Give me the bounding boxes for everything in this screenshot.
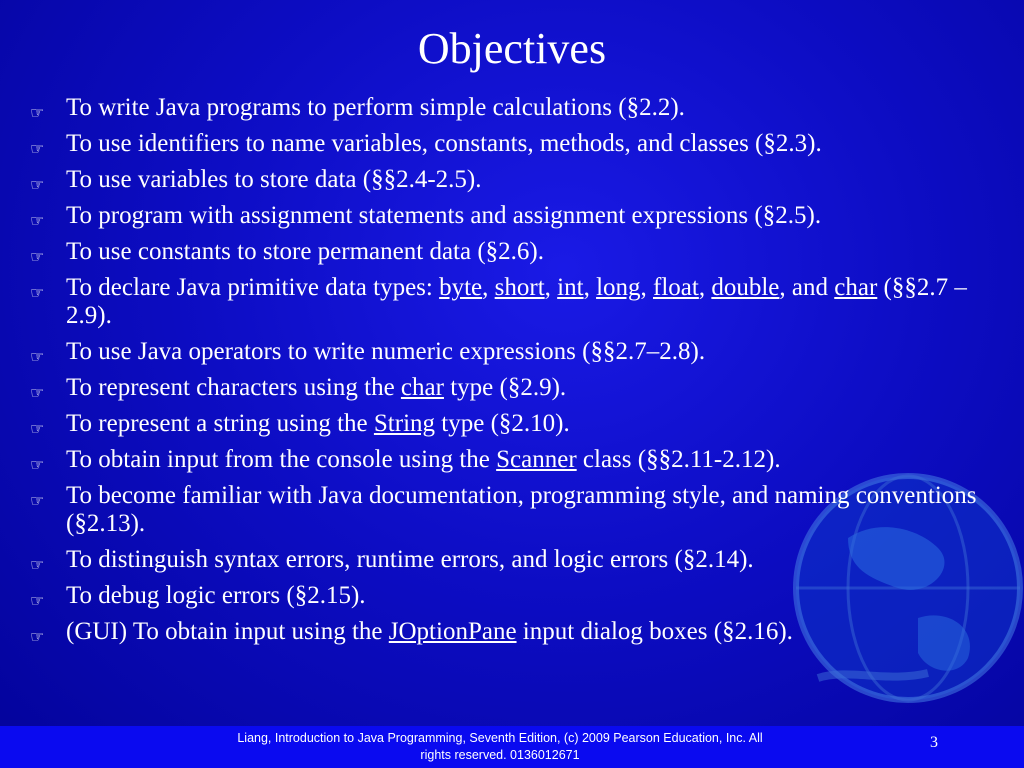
java-keyword: Scanner: [496, 446, 577, 473]
objective-item: [30, 618, 990, 646]
objective-item: [30, 274, 990, 330]
java-keyword: float: [653, 274, 699, 301]
objective-text: To become familiar with Java documentation, programming style, and naming conventions (§2.13).: [66, 482, 977, 537]
objective-text: To use identifiers to name variables, constants, methods, and classes (§2.3).: [66, 130, 822, 157]
objective-text: To represent characters using the: [66, 374, 401, 401]
objective-text: To use constants to store permanent data (§2.6).: [66, 238, 544, 265]
objective-text: To represent a string using the: [66, 410, 374, 437]
pointing-hand-icon: ☞: [30, 247, 45, 266]
objective-item: [30, 238, 990, 266]
pointing-hand-icon: ☞: [30, 211, 45, 230]
objective-item: [30, 482, 990, 538]
objective-item: [30, 130, 990, 158]
pointing-hand-icon: ☞: [30, 383, 45, 402]
java-keyword: short: [494, 274, 545, 301]
java-keyword: char: [834, 274, 878, 301]
objective-text: (§§2.7 – 2.9).: [66, 274, 967, 329]
java-keyword: JOptionPane: [388, 618, 517, 645]
pointing-hand-icon: ☞: [30, 591, 45, 610]
objective-text: ,: [482, 274, 495, 301]
objective-text: ,: [544, 274, 558, 301]
objective-text: class (§§2.11-2.12).: [576, 446, 781, 473]
java-keyword: long: [596, 274, 641, 301]
java-keyword: double: [711, 274, 780, 301]
pointing-hand-icon: ☞: [30, 455, 45, 474]
pointing-hand-icon: ☞: [30, 419, 45, 438]
objective-item: [30, 202, 990, 230]
objective-item: [30, 338, 990, 366]
footer-line-2: rights reserved. 0136012671: [420, 748, 580, 762]
objective-text: To declare Java primitive data types:: [66, 274, 440, 301]
objective-text: type (§2.10).: [435, 410, 570, 437]
objective-item: [30, 410, 990, 438]
objective-text: ,: [698, 274, 712, 301]
footer-line-1: Liang, Introduction to Java Programming, Seventh Edition, (c) 2009 Pearson Education, Inc. All: [237, 731, 763, 745]
objective-item: [30, 166, 990, 194]
objective-text: type (§2.9).: [443, 374, 567, 401]
objective-text: To obtain input from the console using the: [66, 446, 497, 473]
java-keyword: byte: [439, 274, 483, 301]
objective-text: To use Java operators to write numeric expressions (§§2.7–2.8).: [66, 338, 706, 365]
objective-text: To use variables to store data (§§2.4-2.5).: [66, 166, 482, 193]
pointing-hand-icon: ☞: [30, 139, 45, 158]
objective-text: (GUI) To obtain input using the: [66, 618, 389, 645]
footer-copyright: [150, 730, 850, 764]
pointing-hand-icon: ☞: [30, 347, 45, 366]
footer-band: [0, 726, 1024, 768]
objective-item: [30, 582, 990, 610]
objective-text: ,: [583, 274, 597, 301]
objective-text: To distinguish syntax errors, runtime errors, and logic errors (§2.14).: [66, 546, 754, 573]
java-keyword: char: [400, 374, 444, 401]
objective-text: input dialog boxes (§2.16).: [516, 618, 793, 645]
objective-text: To program with assignment statements and assignment expressions (§2.5).: [66, 202, 822, 229]
java-keyword: String: [373, 410, 436, 437]
pointing-hand-icon: ☞: [30, 283, 45, 302]
slide-title: Objectives: [417, 24, 607, 73]
pointing-hand-icon: ☞: [30, 103, 45, 122]
pointing-hand-icon: ☞: [30, 555, 45, 574]
objective-text: ,: [640, 274, 654, 301]
pointing-hand-icon: ☞: [30, 627, 45, 646]
java-keyword: int: [557, 274, 584, 301]
pointing-hand-icon: ☞: [30, 175, 45, 194]
objective-item: [30, 546, 990, 574]
objective-text: , and: [779, 274, 835, 301]
pointing-hand-icon: ☞: [30, 491, 45, 510]
objective-text: To debug logic errors (§2.15).: [66, 582, 366, 609]
page-number: 3: [930, 734, 938, 751]
objective-item: [30, 446, 990, 474]
objective-item: [30, 374, 990, 402]
objectives-list: [30, 94, 990, 654]
objective-item: [30, 94, 990, 122]
objective-text: To write Java programs to perform simple calculations (§2.2).: [66, 94, 685, 121]
